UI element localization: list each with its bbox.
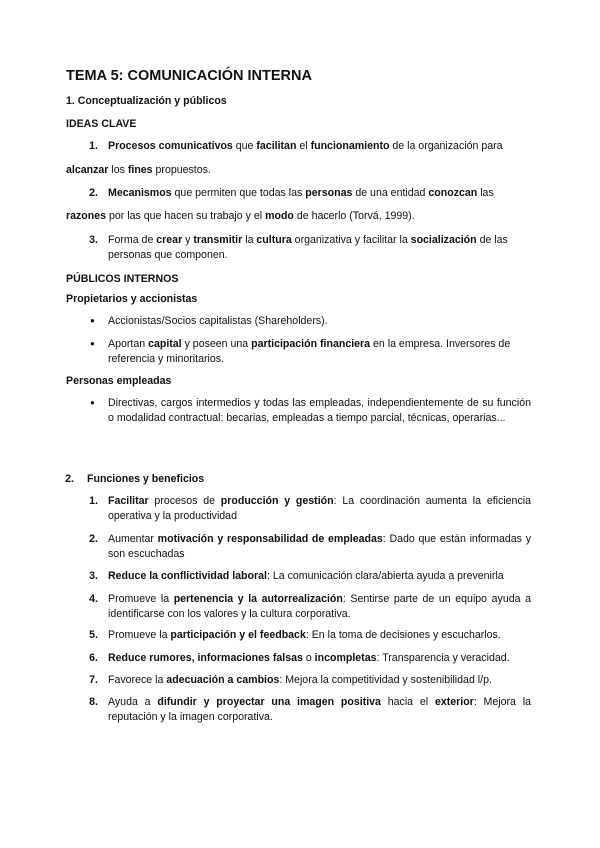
idea-2-line-1: Mecanismos que permiten que todas las personas de una entidad conozcan las bbox=[108, 187, 494, 199]
function-5-number: 5. bbox=[89, 629, 98, 641]
idea-1-line-2: alcanzar los fines propuestos. bbox=[66, 164, 211, 176]
function-4-text: Promueve la pertenencia y la autorrealización: Sentirse parte de un equipo ayuda a identificarse con los valores y la cultura corporativa. bbox=[108, 593, 531, 620]
propietarios-heading: Propietarios y accionistas bbox=[66, 293, 198, 305]
employees-bullet-1: Directivas, cargos intermedios y todas las empleadas, independientemente de su función o modalidad contractual: becarias, empleadas a tiempo parcial, técnicas, operarias... bbox=[108, 397, 531, 424]
idea-3-number: 3. bbox=[89, 234, 98, 246]
function-2-text: Aumentar motivación y responsabilidad de empleadas: Dado que están informadas y son escuchadas bbox=[108, 533, 532, 560]
function-4-number: 4. bbox=[89, 593, 98, 605]
owners-bullet-2: Aportan capital y poseen una participación financiera en la empresa. Inversores de referencia y minoritarios. bbox=[108, 338, 511, 365]
page-title: TEMA 5: COMUNICACIÓN INTERNA bbox=[66, 68, 312, 84]
section-2-number: 2. bbox=[65, 473, 74, 485]
function-1-number: 1. bbox=[89, 495, 98, 507]
idea-3-text: Forma de crear y transmitir la cultura organizativa y facilitar la socialización de las personas que componen. bbox=[108, 234, 508, 261]
function-7-text: Favorece la adecuación a cambios: Mejora la competitividad y sostenibilidad l/p. bbox=[108, 674, 492, 686]
function-8-number: 8. bbox=[89, 696, 98, 708]
personas-empleadas-heading: Personas empleadas bbox=[66, 375, 172, 387]
bullet: ● bbox=[90, 339, 95, 348]
idea-1-number: 1. bbox=[89, 140, 98, 152]
function-1-text: Facilitar procesos de producción y gestión: La coordinación aumenta la eficiencia operativa y la productividad bbox=[108, 495, 531, 522]
owners-bullet-1: Accionistas/Socios capitalistas (Shareholders). bbox=[108, 315, 328, 327]
function-2-number: 2. bbox=[89, 533, 98, 545]
function-3-text: Reduce la conflictividad laboral: La comunicación clara/abierta ayuda a prevenirla bbox=[108, 570, 504, 582]
function-5-text: Promueve la participación y el feedback: En la toma de decisiones y escucharlos. bbox=[108, 629, 501, 641]
function-6-text: Reduce rumores, informaciones falsas o incompletas: Transparencia y veracidad. bbox=[108, 652, 510, 664]
idea-1-line-1: Procesos comunicativos que facilitan el funcionamiento de la organización para bbox=[108, 140, 503, 152]
idea-2-number: 2. bbox=[89, 187, 98, 199]
function-7-number: 7. bbox=[89, 674, 98, 686]
ideas-clave-heading: IDEAS CLAVE bbox=[66, 118, 137, 130]
bullet: ● bbox=[90, 398, 95, 407]
section-1-heading: 1. Conceptualización y públicos bbox=[66, 95, 227, 107]
idea-2-line-2: razones por las que hacen su trabajo y el modo de hacerlo (Torvá, 1999). bbox=[66, 210, 415, 222]
function-6-number: 6. bbox=[89, 652, 98, 664]
publicos-internos-heading: PÚBLICOS INTERNOS bbox=[66, 273, 179, 285]
function-8-text: Ayuda a difundir y proyectar una imagen positiva hacia el exterior: Mejora la reputación y la imagen corporativa. bbox=[108, 696, 531, 723]
function-3-number: 3. bbox=[89, 570, 98, 582]
section-2-heading: Funciones y beneficios bbox=[87, 473, 205, 485]
bullet: ● bbox=[90, 316, 95, 325]
